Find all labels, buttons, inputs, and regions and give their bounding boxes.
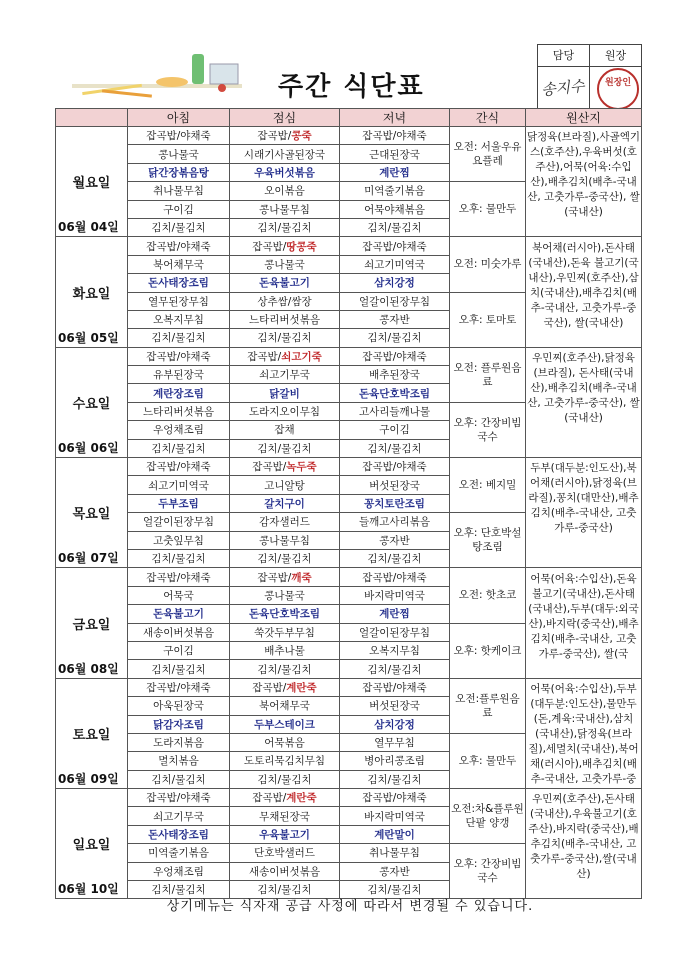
dinner-item: 계란말이 — [340, 825, 450, 843]
menu-row — [56, 458, 642, 476]
breakfast-item: 김치/물김치 — [128, 770, 230, 788]
lunch-item: 콩나물국 — [230, 255, 340, 273]
dinner-item: 들깨고사리볶음 — [340, 513, 450, 531]
origin-info — [526, 347, 642, 457]
dinner-item: 바지락미역국 — [340, 586, 450, 604]
day-cell-sun — [56, 789, 128, 899]
breakfast-item: 쇠고기미역국 — [128, 476, 230, 494]
lunch-item: 두부스테이크 — [230, 715, 340, 733]
dinner-item: 계란찜 — [340, 163, 450, 181]
origin-info — [526, 458, 642, 568]
lunch-item: 김치/물김치 — [230, 770, 340, 788]
lunch-item: 닭갈비 — [230, 384, 340, 402]
dinner-item: 꽁치토란조림 — [340, 494, 450, 512]
dinner-item: 버섯된장국 — [340, 697, 450, 715]
snack-morning: 오전: 플루원음료 — [450, 347, 526, 402]
approval-header-staff: 담당 — [538, 45, 590, 66]
lunch-item: 우육불고기 — [230, 825, 340, 843]
lunch-item: 감자샐러드 — [230, 513, 340, 531]
menu-row — [56, 789, 642, 807]
lunch-item: 북어채무국 — [230, 697, 340, 715]
day-date: 06월 06일 — [58, 441, 119, 456]
day-cell-thu — [56, 458, 128, 568]
origin-text: 우민찌(호주산),돈사태(국내산),우육불고기(호주산),바지락(중국산),배추김치(배추-국내산, 고춧가루-중국산),쌀(국내산) — [528, 793, 639, 881]
breakfast-item: 닭감자조림 — [128, 715, 230, 733]
breakfast-item: 잡곡밥/야채죽 — [128, 127, 230, 145]
dinner-item: 김치/물김치 — [340, 549, 450, 567]
breakfast-item: 어묵국 — [128, 586, 230, 604]
snack-morning: 오전: 베지밀 — [450, 458, 526, 513]
breakfast-item: 우엉채조림 — [128, 862, 230, 880]
lunch-item: 새송이버섯볶음 — [230, 862, 340, 880]
day-date: 06월 04일 — [58, 220, 119, 235]
breakfast-item: 얼갈이된장무침 — [128, 513, 230, 531]
dinner-item: 잡곡밥/야채죽 — [340, 237, 450, 255]
breakfast-item: 김치/물김치 — [128, 881, 230, 899]
snack-afternoon: 오후: 간장비빔국수 — [450, 402, 526, 457]
lunch-item — [230, 678, 340, 696]
breakfast-item: 돈육불고기 — [128, 605, 230, 623]
dinner-item: 콩자반 — [340, 862, 450, 880]
snack-afternoon: 오후: 단호박설탕조림 — [450, 513, 526, 568]
day-name: 일요일 — [72, 838, 111, 854]
lunch-item: 도라지오이무침 — [230, 402, 340, 420]
day-date: 06월 10일 — [58, 882, 119, 897]
day-date: 06월 09일 — [58, 772, 119, 787]
col-header-dinner: 저녁 — [340, 109, 450, 127]
menu-row — [56, 347, 642, 365]
page-header — [0, 0, 700, 112]
menu-row — [56, 568, 642, 586]
lunch-item: 콩나물무침 — [230, 531, 340, 549]
breakfast-item: 잡곡밥/야채죽 — [128, 789, 230, 807]
breakfast-item: 우엉채조림 — [128, 421, 230, 439]
day-date: 06월 08일 — [58, 661, 119, 676]
lunch-rice: 잡곡밥/ — [252, 461, 287, 474]
origin-info — [526, 127, 642, 237]
origin-text: 두부(대두분:인도산),북어채(러시아),닭정육(브라질),꽁치(대만산),배추김치(배추-국내산, 고춧가루-중국산) — [528, 462, 639, 535]
lunch-rice: 잡곡밥/ — [257, 571, 292, 584]
dinner-item: 버섯된장국 — [340, 476, 450, 494]
kitchen-illustration-icon — [62, 48, 252, 100]
breakfast-item: 북어채무국 — [128, 255, 230, 273]
dinner-item: 잡곡밥/야채죽 — [340, 347, 450, 365]
breakfast-item: 유부된장국 — [128, 366, 230, 384]
lunch-item: 돈육단호박조림 — [230, 605, 340, 623]
snack-afternoon: 오후: 물만두 — [450, 733, 526, 788]
lunch-item — [230, 568, 340, 586]
origin-info — [526, 678, 642, 788]
lunch-rice: 잡곡밥/ — [252, 240, 287, 253]
origin-text: 닭정육(브라질),사골엑기스(호주산),우육버섯(호주산),어묵(어육:수입산),배추김치(배추-국내산, 고춧가루-중국산), 쌀(국내산) — [527, 131, 640, 219]
lunch-item — [230, 458, 340, 476]
breakfast-item: 아욱된장국 — [128, 697, 230, 715]
lunch-item: 돈육불고기 — [230, 274, 340, 292]
lunch-porridge: 계란죽 — [286, 681, 317, 694]
lunch-item — [230, 127, 340, 145]
lunch-item: 오이볶음 — [230, 182, 340, 200]
lunch-rice: 잡곡밥/ — [257, 130, 292, 143]
breakfast-item: 고춧잎무침 — [128, 531, 230, 549]
menu-row — [56, 678, 642, 696]
dinner-item: 삼치강정 — [340, 274, 450, 292]
lunch-porridge: 땅콩죽 — [286, 240, 317, 253]
snack-afternoon: 오후: 간장비빔국수 — [450, 844, 526, 899]
breakfast-item: 김치/물김치 — [128, 218, 230, 236]
dinner-item: 잡곡밥/야채죽 — [340, 568, 450, 586]
col-header-lunch: 점심 — [230, 109, 340, 127]
breakfast-item: 오복지무침 — [128, 310, 230, 328]
lunch-item: 잡채 — [230, 421, 340, 439]
dinner-item: 김치/물김치 — [340, 329, 450, 347]
col-header-origin: 원산지 — [526, 109, 642, 127]
corner-cell — [56, 109, 128, 127]
breakfast-item: 느타리버섯볶음 — [128, 402, 230, 420]
lunch-item: 도토리묵김치무침 — [230, 752, 340, 770]
breakfast-item: 콩나물국 — [128, 145, 230, 163]
breakfast-item: 쇠고기무국 — [128, 807, 230, 825]
staff-signature: 송지수 — [540, 76, 586, 100]
menu-row — [56, 127, 642, 145]
lunch-item: 김치/물김치 — [230, 881, 340, 899]
lunch-porridge: 계란죽 — [286, 792, 317, 805]
weekly-menu-table — [55, 108, 642, 899]
day-cell-mon — [56, 127, 128, 237]
breakfast-item: 잡곡밥/야채죽 — [128, 347, 230, 365]
dinner-item: 잡곡밥/야채죽 — [340, 127, 450, 145]
lunch-rice: 잡곡밥/ — [247, 350, 282, 363]
breakfast-item: 잡곡밥/야채죽 — [128, 458, 230, 476]
breakfast-item: 새송이버섯볶음 — [128, 623, 230, 641]
dinner-item: 김치/물김치 — [340, 660, 450, 678]
dinner-item: 병아리콩조림 — [340, 752, 450, 770]
lunch-porridge: 콩죽 — [291, 130, 312, 143]
approval-header-director: 원장 — [604, 49, 627, 62]
breakfast-item: 잡곡밥/야채죽 — [128, 678, 230, 696]
breakfast-item: 돈사태장조림 — [128, 825, 230, 843]
dinner-item: 고사리들깨나물 — [340, 402, 450, 420]
breakfast-item: 구이김 — [128, 641, 230, 659]
snack-afternoon: 오후: 핫케이크 — [450, 623, 526, 678]
breakfast-item: 잡곡밥/야채죽 — [128, 237, 230, 255]
dinner-item: 김치/물김치 — [340, 439, 450, 457]
day-name: 수요일 — [72, 396, 111, 412]
origin-text: 우민찌(호주산),닭정육(브라질), 돈사태(국내산),배추김치(배추-국내산, 고춧가루-중국산), 쌀(국내산) — [527, 351, 640, 424]
origin-text: 어묵(어육:수입산),두부(대두분:인도산),물만두(돈,계육:국내산),삼치(국내산),닭정육(브라질),세멸치(국내산),북어채(러시아),배추김치(배추-국내산, 고춧가루-중 — [528, 682, 639, 785]
lunch-item: 고니알탕 — [230, 476, 340, 494]
snack-morning: 오전: 핫초코 — [450, 568, 526, 623]
snack-afternoon: 오후: 토마토 — [450, 292, 526, 347]
breakfast-item: 취나물무침 — [128, 182, 230, 200]
day-name: 토요일 — [72, 727, 111, 743]
snack-morning: 오전: 서울우유 요플레 — [450, 127, 526, 182]
snack-afternoon: 오후: 물만두 — [450, 182, 526, 237]
dinner-item: 구이김 — [340, 421, 450, 439]
page-title: 주간 식단표 — [278, 72, 425, 102]
breakfast-item: 두부조림 — [128, 494, 230, 512]
lunch-item — [230, 237, 340, 255]
dinner-item: 열무무침 — [340, 733, 450, 751]
dinner-item: 취나물무침 — [340, 844, 450, 862]
lunch-item: 콩나물무침 — [230, 200, 340, 218]
origin-info — [526, 568, 642, 678]
dinner-item: 김치/물김치 — [340, 218, 450, 236]
breakfast-item: 멸치볶음 — [128, 752, 230, 770]
lunch-porridge: 깨죽 — [291, 571, 312, 584]
day-name: 금요일 — [72, 617, 111, 633]
dinner-item: 바지락미역국 — [340, 807, 450, 825]
day-name: 화요일 — [72, 286, 111, 302]
lunch-item: 김치/물김치 — [230, 329, 340, 347]
lunch-item: 쑥갓두부무침 — [230, 623, 340, 641]
lunch-porridge: 쇠고기죽 — [281, 350, 322, 363]
dinner-item: 삼치강정 — [340, 715, 450, 733]
change-notice: 상기메뉴는 식자재 공급 사정에 따라서 변경될 수 있습니다. — [166, 899, 534, 914]
lunch-item: 배추나물 — [230, 641, 340, 659]
day-cell-fri — [56, 568, 128, 678]
lunch-item: 김치/물김치 — [230, 439, 340, 457]
lunch-item: 상추쌈/쌈장 — [230, 292, 340, 310]
lunch-item: 김치/물김치 — [230, 549, 340, 567]
breakfast-item: 도라지볶음 — [128, 733, 230, 751]
day-cell-wed — [56, 347, 128, 457]
breakfast-item: 계란장조림 — [128, 384, 230, 402]
dinner-item: 오복지무침 — [340, 641, 450, 659]
menu-body — [56, 127, 642, 899]
lunch-item: 김치/물김치 — [230, 660, 340, 678]
lunch-rice: 잡곡밥/ — [252, 792, 287, 805]
breakfast-item: 김치/물김치 — [128, 439, 230, 457]
dinner-item: 김치/물김치 — [340, 770, 450, 788]
breakfast-item: 김치/물김치 — [128, 660, 230, 678]
lunch-item: 우육버섯볶음 — [230, 163, 340, 181]
dinner-item: 잡곡밥/야채죽 — [340, 678, 450, 696]
dinner-item: 계란찜 — [340, 605, 450, 623]
dinner-item: 미역줄기볶음 — [340, 182, 450, 200]
day-name: 월요일 — [72, 176, 111, 192]
col-header-snack: 간식 — [450, 109, 526, 127]
day-name: 목요일 — [72, 507, 111, 523]
breakfast-item: 열무된장무침 — [128, 292, 230, 310]
dinner-item: 어묵야채볶음 — [340, 200, 450, 218]
lunch-rice: 잡곡밥/ — [252, 681, 287, 694]
table-header-row — [56, 109, 642, 127]
lunch-item: 쇠고기무국 — [230, 366, 340, 384]
day-cell-tue — [56, 237, 128, 347]
origin-text: 어묵(어육:수입산),돈육불고기(국내산),돈사태(국내산),두부(대두:외국산),바지락(중국산),배추김치(배추-국내산, 고춧가루-중국산), 쌀(국 — [528, 572, 639, 660]
lunch-porridge: 녹두죽 — [286, 461, 317, 474]
lunch-item: 단호박샐러드 — [230, 844, 340, 862]
snack-morning: 오전:플루원음료 — [450, 678, 526, 733]
lunch-item: 느타리버섯볶음 — [230, 310, 340, 328]
dinner-item: 근대된장국 — [340, 145, 450, 163]
lunch-item: 어묵볶음 — [230, 733, 340, 751]
dinner-item: 김치/물김치 — [340, 881, 450, 899]
dinner-item: 콩자반 — [340, 531, 450, 549]
breakfast-item: 미역줄기볶음 — [128, 844, 230, 862]
origin-text: 북어채(러시아),돈사태(국내산),돈육 불고기(국내산),우민찌(호주산),삼치(국내산),배추김치(배추-국내산, 고춧가루-중국산), 쌀(국내산) — [528, 241, 639, 329]
breakfast-item: 돈사태장조림 — [128, 274, 230, 292]
day-date: 06월 07일 — [58, 551, 119, 566]
menu-row — [56, 237, 642, 255]
breakfast-item: 김치/물김치 — [128, 549, 230, 567]
lunch-item: 콩나물국 — [230, 586, 340, 604]
breakfast-item: 김치/물김치 — [128, 329, 230, 347]
snack-morning: 오전:차&플루원 단팥 양갱 — [450, 789, 526, 844]
breakfast-item: 잡곡밥/야채죽 — [128, 568, 230, 586]
day-date: 06월 05일 — [58, 330, 119, 345]
dinner-item: 잡곡밥/야채죽 — [340, 458, 450, 476]
dinner-item: 얼갈이된장무침 — [340, 623, 450, 641]
dinner-item: 쇠고기미역국 — [340, 255, 450, 273]
dinner-item: 콩자반 — [340, 310, 450, 328]
dinner-item: 얼갈이된장무침 — [340, 292, 450, 310]
day-cell-sat — [56, 678, 128, 788]
approval-box — [537, 44, 642, 110]
lunch-item: 무채된장국 — [230, 807, 340, 825]
lunch-item — [230, 347, 340, 365]
origin-info — [526, 789, 642, 899]
breakfast-item: 구이김 — [128, 200, 230, 218]
col-header-breakfast: 아침 — [128, 109, 230, 127]
dinner-item: 배추된장국 — [340, 366, 450, 384]
lunch-item — [230, 789, 340, 807]
dinner-item: 돈육단호박조림 — [340, 384, 450, 402]
lunch-item: 김치/물김치 — [230, 218, 340, 236]
breakfast-item: 닭간장볶음탕 — [128, 163, 230, 181]
dinner-item: 잡곡밥/야채죽 — [340, 789, 450, 807]
lunch-item: 시래기사골된장국 — [230, 145, 340, 163]
origin-info — [526, 237, 642, 347]
director-seal: 원장인 — [597, 68, 639, 110]
snack-morning: 오전: 미숫가루 — [450, 237, 526, 292]
lunch-item: 갈치구이 — [230, 494, 340, 512]
